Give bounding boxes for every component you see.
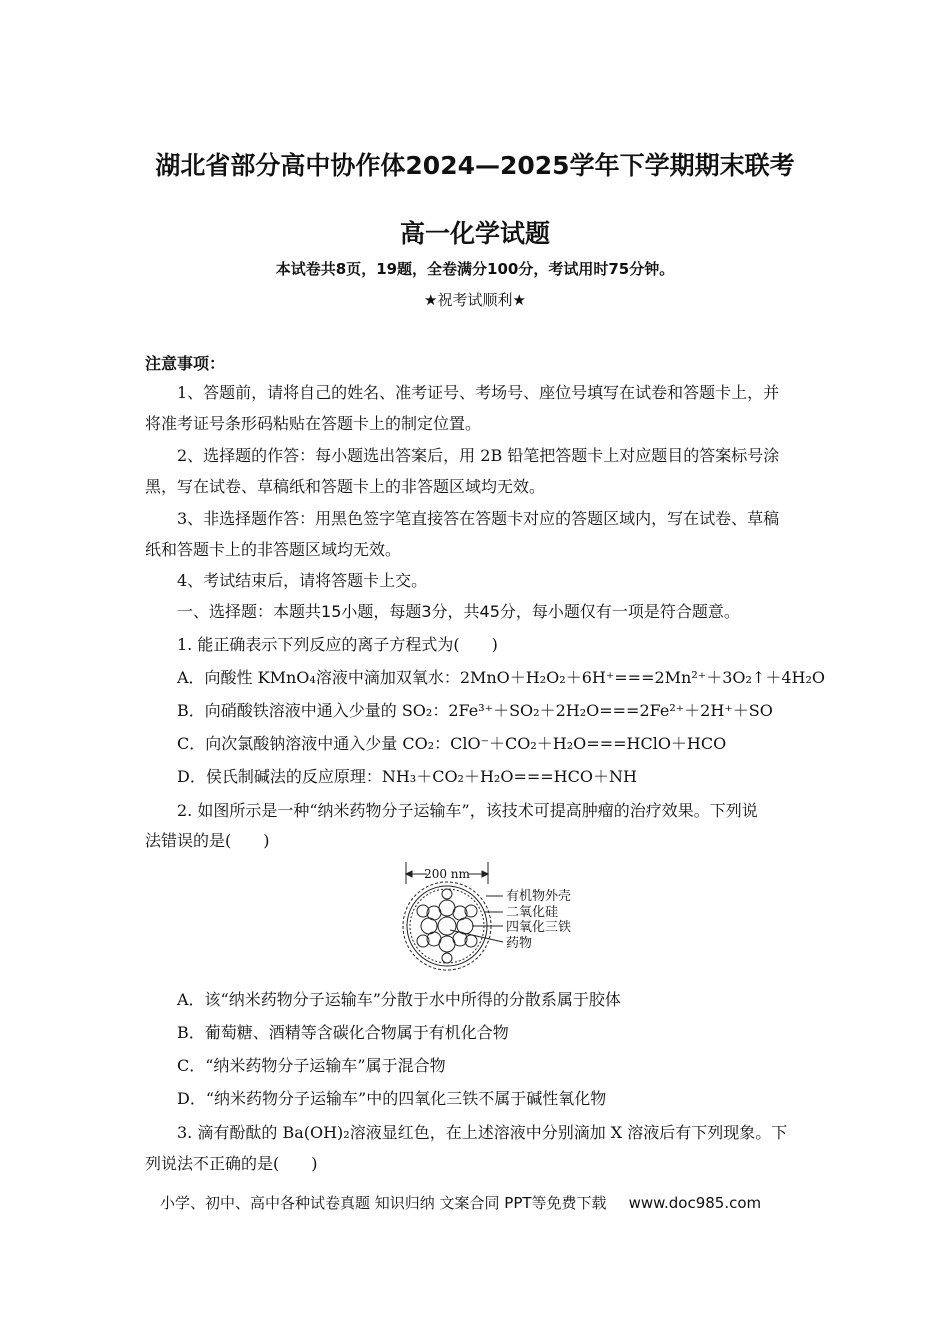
label-fe3o4: 四氧化三铁 — [506, 920, 572, 935]
q3-stem-cont: 列说法不正确的是( ) — [145, 1154, 318, 1173]
exam-title: 湖北省部分高中协作体2024—2025学年下学期期末联考 — [155, 151, 795, 180]
q2-stem-cont: 法错误的是( ) — [145, 831, 270, 850]
section-lead: 一、选择题： — [177, 602, 274, 621]
q1-option-c: C．向次氯酸钠溶液中通入少量 CO₂：ClO⁻＋CO₂＋H₂O===HClO＋HCO — [177, 734, 727, 753]
label-drug: 药物 — [506, 936, 533, 951]
footer-url[interactable]: www.doc985.com — [628, 1194, 762, 1212]
q1-option-b: B．向硝酸铁溶液中通入少量的 SO₂：2Fe³⁺＋SO₂＋2H₂O===2Fe²⁺＋2H⁺＋SO — [177, 701, 773, 720]
note-1: 1、答题前，请将自己的姓名、准考证号、考场号、座位号填写在试卷和答题卡上，并 — [177, 383, 780, 402]
exam-info: 本试卷共8页，19题，全卷满分100分，考试用时75分钟。 — [275, 260, 675, 278]
q2-option-a: A．该“纳米药物分子运输车”分散于水中所得的分散系属于胶体 — [177, 990, 621, 1009]
exam-wish: ★祝考试顺利★ — [424, 291, 526, 309]
label-silica: 二氧化硅 — [506, 905, 559, 920]
note-1-cont: 将准考证号条形码粘贴在答题卡上的制定位置。 — [145, 414, 482, 433]
q3-stem: 3. 滴有酚酞的 Ba(OH)₂溶液显红色，在上述溶液中分别滴加 X 溶液后有下列现象。下 — [177, 1123, 788, 1142]
q2-option-b: B．葡萄糖、酒精等含碳化合物属于有机化合物 — [177, 1023, 509, 1042]
note-3-cont: 纸和答题卡上的非答题区域均无效。 — [145, 540, 402, 559]
dimension-label: 200 nm — [424, 867, 470, 881]
nanoparticle-cluster — [417, 889, 477, 963]
dimension-arrow-right — [482, 871, 488, 877]
q1-option-d: D．侯氏制碱法的反应原理：NH₃＋CO₂＋H₂O===HCO＋NH — [177, 767, 637, 786]
dimension-arrow-left — [406, 871, 412, 877]
note-2-cont: 黑，写在试卷、草稿纸和答题卡上的非答题区域均无效。 — [145, 477, 546, 496]
q2-option-d: D．“纳米药物分子运输车”中的四氧化三铁不属于碱性氧化物 — [177, 1089, 607, 1108]
footer — [160, 1192, 761, 1213]
notes-heading: 注意事项： — [145, 354, 226, 373]
q2-option-c: C．“纳米药物分子运输车”属于混合物 — [177, 1056, 446, 1075]
q1-stem: 1. 能正确表示下列反应的离子方程式为( ) — [177, 635, 498, 654]
exam-subtitle: 高一化学试题 — [399, 219, 550, 248]
section-heading — [177, 601, 740, 623]
section-description: 本题共15小题，每题3分，共45分，每小题仅有一项是符合题意。 — [273, 602, 740, 621]
note-4: 4、考试结束后，请将答题卡上交。 — [177, 571, 428, 590]
q2-stem: 2. 如图所示是一种“纳米药物分子运输车”，该技术可提高肿瘤的治疗效果。下列说 — [177, 801, 758, 820]
note-3: 3、非选择题作答：用黑色签字笔直接答在答题卡对应的答题区域内，写在试卷、草稿 — [177, 509, 780, 528]
label-organic-shell: 有机物外壳 — [506, 889, 572, 904]
footer-text: 小学、初中、高中各种试卷真题 知识归纳 文案合同 PPT等免费下载 — [160, 1194, 607, 1212]
q1-option-a: A．向酸性 KMnO₄溶液中滴加双氧水：2MnO＋H₂O₂＋6H⁺===2Mn²⁺＋3O₂↑＋4H₂O — [177, 668, 826, 687]
nano-carrier-figure — [398, 858, 588, 980]
note-2: 2、选择题的作答：每小题选出答案后，用 2B 铅笔把答题卡上对应题目的答案标号涂 — [177, 446, 780, 465]
